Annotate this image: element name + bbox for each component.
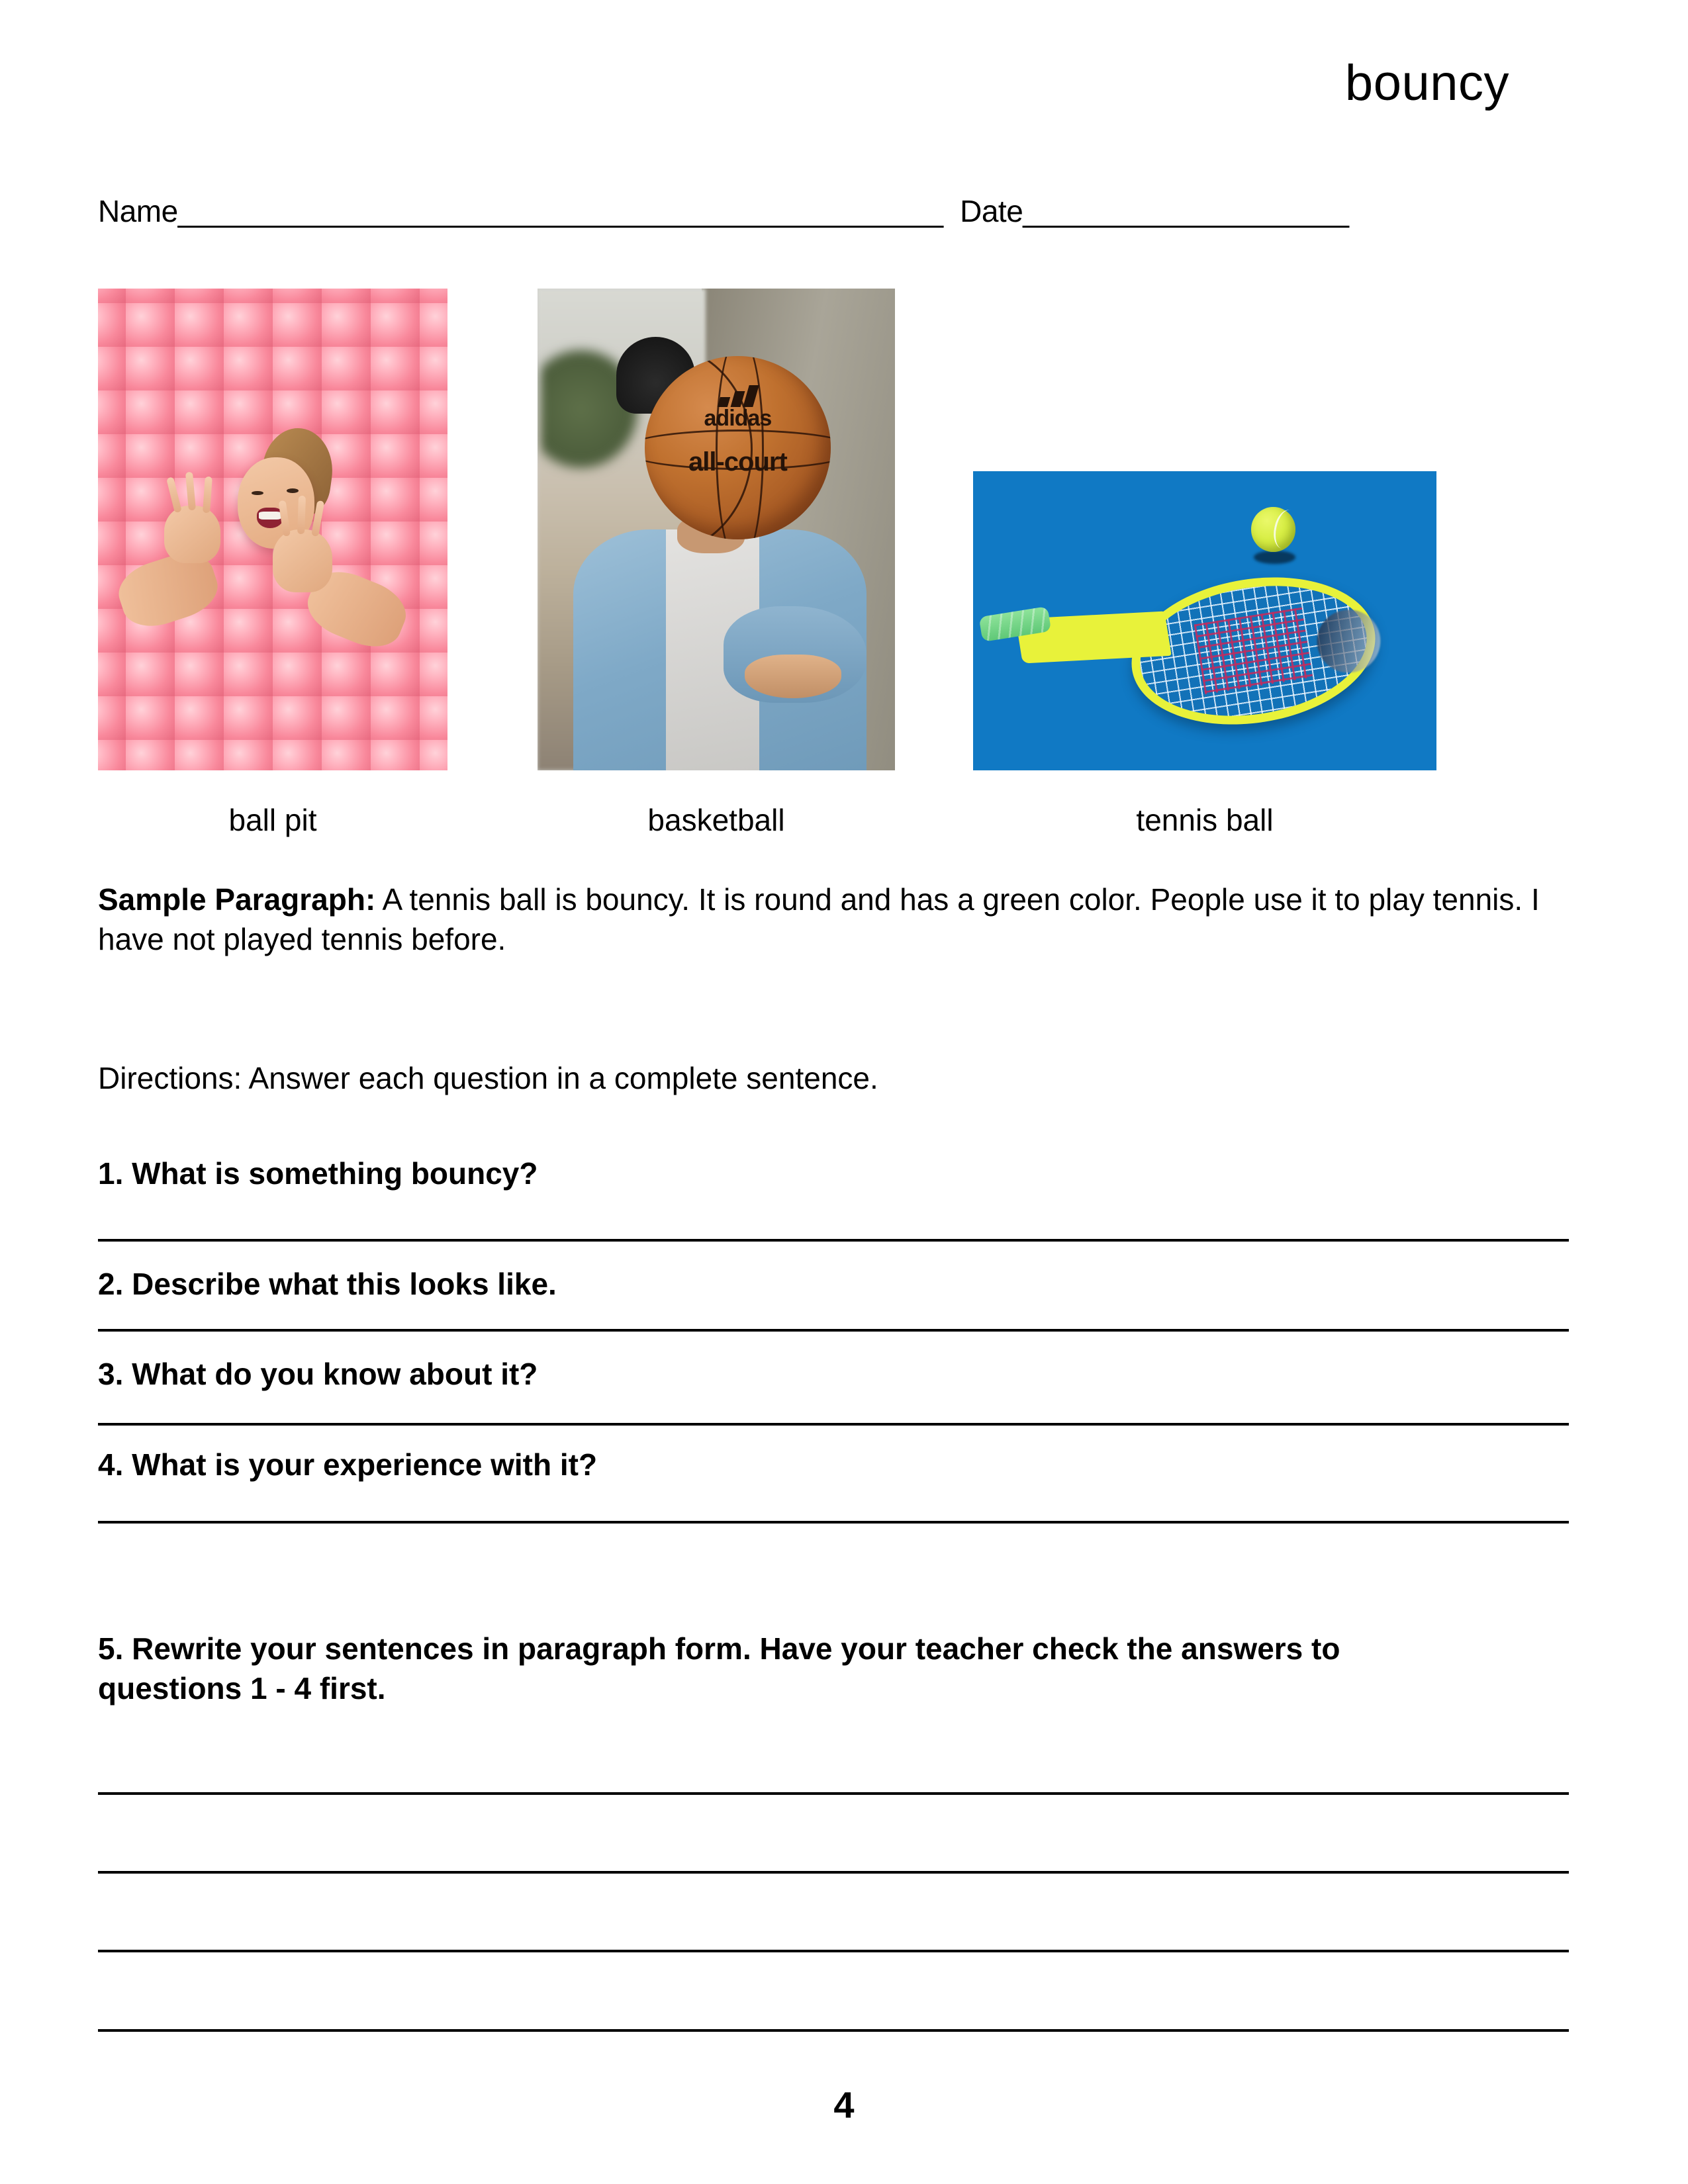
- photo-basketball: [538, 289, 895, 770]
- writing-line[interactable]: [98, 2029, 1569, 2032]
- ball-pit-finger: [297, 496, 306, 534]
- date-label: Date: [960, 194, 1023, 228]
- tennis-ball: [1251, 507, 1295, 552]
- basketball-brand-text: adidas: [704, 405, 772, 431]
- basketball-model-text: all-court: [688, 447, 787, 477]
- writing-line[interactable]: [98, 1871, 1569, 1874]
- caption-ball-pit: ball pit: [228, 803, 317, 837]
- name-label: Name: [98, 194, 178, 228]
- writing-line[interactable]: [98, 1950, 1569, 1952]
- adidas-logo-icon: [719, 385, 763, 407]
- sample-paragraph-text: A tennis ball is bouncy. It is round and has a green color. People use it to play tennis. I have not played tennis before.: [98, 882, 1540, 956]
- photo-captions: [0, 802, 1688, 844]
- basketball-hand: [745, 655, 841, 698]
- sample-paragraph-label: Sample Paragraph:: [98, 882, 376, 917]
- caption-basketball: basketball: [647, 803, 785, 837]
- writing-line[interactable]: [98, 1792, 1569, 1795]
- page-number: 4: [833, 2084, 855, 2126]
- name-blank-rule[interactable]: _______________________________________________: [177, 194, 943, 228]
- directions-text: Directions: Answer each question in a complete sentence.: [98, 1061, 878, 1095]
- question-4-text: 4. What is your experience with it?: [98, 1447, 598, 1482]
- photo-tennis-ball: [973, 471, 1436, 770]
- question-4-answer-line[interactable]: [98, 1521, 1569, 1524]
- question-5-text: 5. Rewrite your sentences in paragraph form. Have your teacher check the answers to questions 1 - 4 first.: [98, 1631, 1340, 1706]
- basketball-ball: [645, 356, 831, 539]
- ball-pit-hand-right: [273, 529, 332, 592]
- photo-ball-pit: [98, 289, 447, 770]
- question-3-text: 3. What do you know about it?: [98, 1357, 538, 1391]
- photo-row: [0, 285, 1688, 774]
- date-blank-rule[interactable]: ____________________: [1023, 194, 1348, 228]
- question-3-answer-line[interactable]: [98, 1423, 1569, 1426]
- question-2-answer-line[interactable]: [98, 1329, 1569, 1332]
- ball-pit-eye-right: [287, 488, 298, 493]
- name-date-row: [98, 193, 1587, 229]
- question-1-answer-line[interactable]: [98, 1239, 1569, 1242]
- ball-pit-hand-left: [164, 506, 220, 563]
- tennis-ball-shadow: [1254, 551, 1295, 564]
- question-2-text: 2. Describe what this looks like.: [98, 1267, 557, 1301]
- page-title: bouncy: [1344, 55, 1509, 111]
- caption-tennis-ball: tennis ball: [1136, 803, 1274, 837]
- question-1-text: 1. What is something bouncy?: [98, 1156, 538, 1191]
- sample-paragraph: [98, 880, 1564, 960]
